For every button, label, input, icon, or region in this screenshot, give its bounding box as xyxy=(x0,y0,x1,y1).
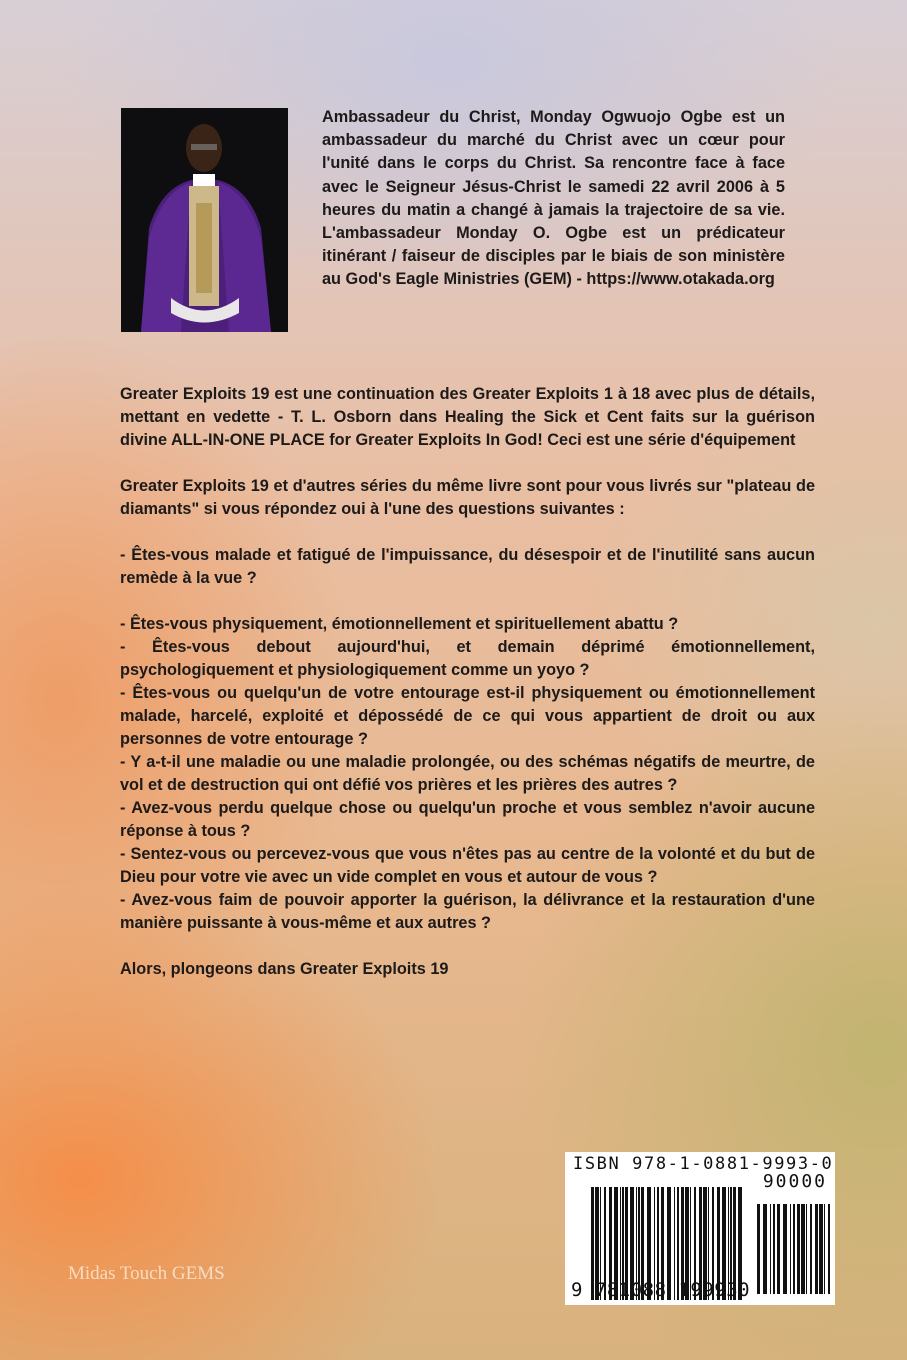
isbn-addon: 90000 xyxy=(762,1171,827,1192)
barcode-bar xyxy=(824,1204,825,1294)
question-item: - Sentez-vous ou percevez-vous que vous n'êtes pas au centre de la volonté et du but de Dieu pour votre vie avec un vide complet en vous et autour de vous ? xyxy=(120,845,815,886)
barcode-bar xyxy=(793,1204,795,1294)
description-paragraph: Greater Exploits 19 et d'autres séries du même livre sont pour vous livrés sur "plateau de diamants" si vous répondez oui à l'une des questions suivantes : xyxy=(120,477,815,518)
author-portrait-image xyxy=(121,108,288,332)
question-item: - Êtes-vous debout aujourd'hui, et demain déprimé émotionnellement, psychologiquement et physiologiquement comme un yoyo ? xyxy=(120,638,815,679)
barcode-bar xyxy=(806,1204,807,1294)
barcode-bar xyxy=(790,1204,791,1294)
closing-line: Alors, plongeons dans Greater Exploits 19 xyxy=(120,960,449,978)
question-item: - Êtes-vous physiquement, émotionnellement et spirituellement abattu ? xyxy=(120,615,679,633)
barcode-bar xyxy=(777,1204,780,1294)
barcode-bar xyxy=(773,1204,775,1294)
barcode-bar xyxy=(757,1204,760,1294)
description-paragraph: Greater Exploits 19 est une continuation des Greater Exploits 1 à 18 avec plus de détails, mettant en vedette - T. L. Osborn dans Healing the Sick et Cent faits sur la guérison divine ALL-IN-ONE PLACE for Greater Exploits In God! Ceci est une série d'équipement xyxy=(120,385,815,449)
barcode-bar xyxy=(828,1204,830,1294)
question-item: - Êtes-vous ou quelqu'un de votre entourage est-il physiquement ou émotionnellement malade, harcelé, exploité et dépossédé de ce qui vous appartient de droit ou aux personnes de votre entourage ? xyxy=(120,684,815,748)
description xyxy=(120,383,815,1004)
question-item: - Avez-vous perdu quelque chose ou quelqu'un proche et vous semblez n'avoir aucune réponse à tous ? xyxy=(120,799,815,840)
question-item: - Y a-t-il une maladie ou une maladie prolongée, ou des schémas négatifs de meurtre, de vol et de destruction qui ont défié vos prières et les prières des autres ? xyxy=(120,753,815,794)
barcode-bar xyxy=(797,1204,800,1294)
barcode-bar xyxy=(763,1204,767,1294)
publisher-logo: Midas Touch GEMS xyxy=(68,1263,225,1284)
isbn-barcode xyxy=(565,1152,835,1305)
barcode-bar xyxy=(783,1204,787,1294)
barcode-bar xyxy=(815,1204,818,1294)
barcode-bar xyxy=(801,1204,805,1294)
question-item: - Avez-vous faim de pouvoir apporter la guérison, la délivrance et la restauration d'une manière puissante à vous-même et aux autres ? xyxy=(120,891,815,932)
isbn-label: ISBN 978-1-0881-9993-0 xyxy=(573,1154,834,1174)
barcode-bar xyxy=(770,1204,771,1294)
isbn-ean: 9 781088 199930 xyxy=(571,1279,751,1301)
question-item: - Êtes-vous malade et fatigué de l'impuissance, du désespoir et de l'inutilité sans aucun remède à la vue ? xyxy=(120,546,815,587)
author-photo xyxy=(121,108,288,332)
author-bio: Ambassadeur du Christ, Monday Ogwuojo Ogbe est un ambassadeur du marché du Christ avec un cœur pour l'unité dans le corps du Christ. Sa rencontre face à face avec le Seigneur Jésus-Christ le samedi 22 avril 2006 à 5 heures du matin a changé à jamais la trajectoire de sa vie. L'ambassadeur Monday O. Ogbe est un prédicateur itinérant / faiseur de disciples par le biais de son ministère au God's Eagle Ministries (GEM) - https://www.otakada.org xyxy=(322,108,785,289)
barcode-bar xyxy=(810,1204,812,1294)
barcode-bar xyxy=(819,1204,823,1294)
